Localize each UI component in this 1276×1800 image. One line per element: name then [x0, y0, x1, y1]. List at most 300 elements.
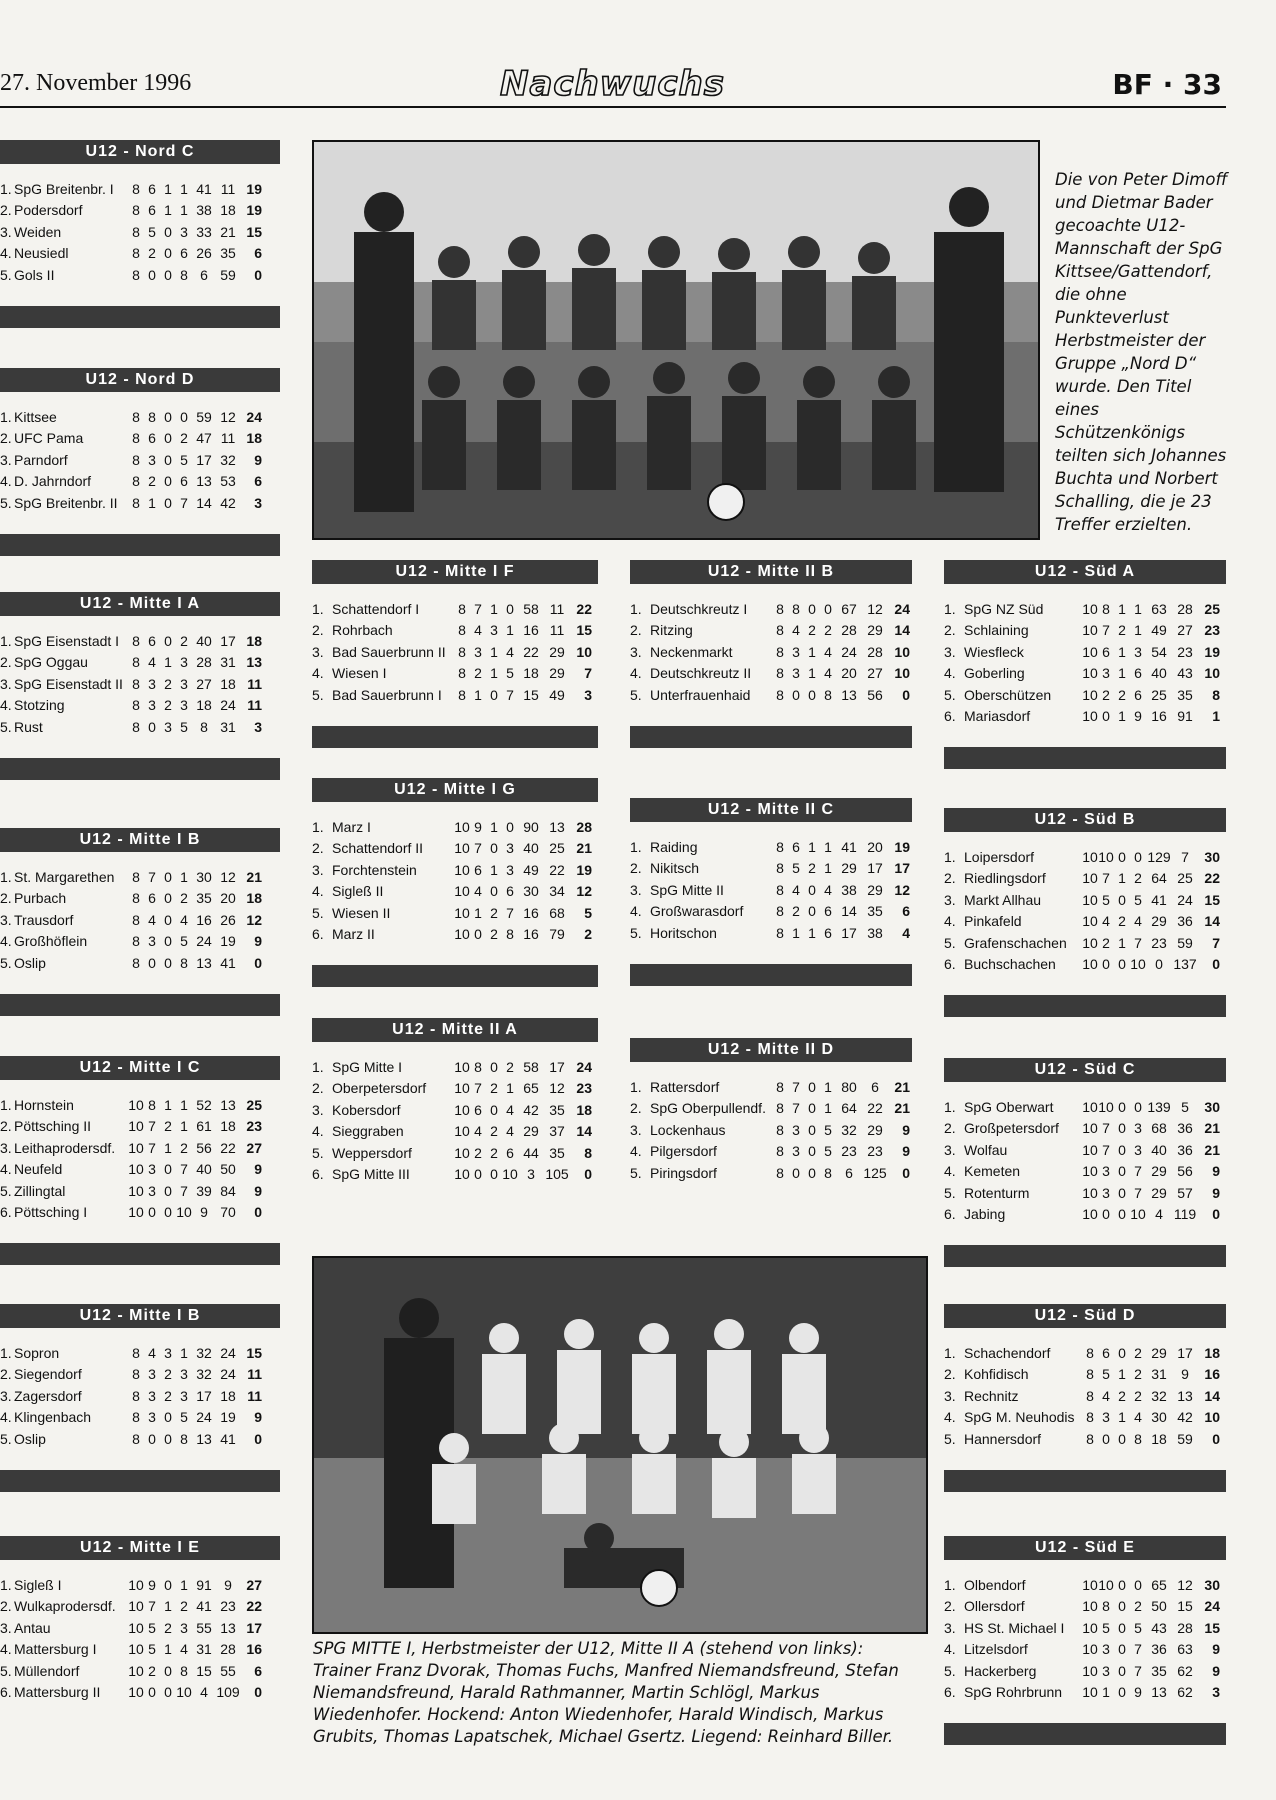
- stat-cell: 8: [776, 622, 784, 639]
- stat-cell: 38: [196, 202, 212, 219]
- points-cell: 21: [894, 1078, 910, 1095]
- standings-table: [0, 630, 264, 738]
- table-footer-bar: [0, 1243, 280, 1265]
- stat-cell: 7: [1181, 848, 1189, 865]
- rank-cell: 5.: [944, 686, 956, 703]
- stat-cell: 2: [180, 632, 188, 649]
- stat-cell: 0: [164, 245, 172, 262]
- stat-cell: 55: [220, 1662, 236, 1679]
- stat-cell: 29: [867, 1121, 883, 1138]
- stat-cell: 44: [523, 1144, 539, 1161]
- stat-cell: 16: [523, 622, 539, 639]
- stat-cell: 41: [841, 838, 857, 855]
- stat-cell: 29: [1151, 1344, 1167, 1361]
- stat-cell: 8: [458, 622, 466, 639]
- stat-cell: 30: [196, 868, 212, 885]
- points-cell: 12: [894, 881, 910, 898]
- header-rule: [0, 106, 1226, 108]
- rank-cell: 2.: [312, 1080, 324, 1097]
- standings-table: [312, 598, 594, 706]
- points-cell: 9: [254, 1161, 262, 1178]
- stat-cell: 0: [506, 818, 514, 835]
- stat-cell: 59: [196, 408, 212, 425]
- stat-cell: 0: [148, 1204, 156, 1221]
- points-cell: 15: [1204, 1619, 1220, 1636]
- points-cell: 0: [1212, 1430, 1220, 1447]
- table-row: [0, 428, 264, 450]
- stat-cell: 2: [490, 904, 498, 921]
- table-row: [0, 1660, 264, 1682]
- stat-cell: 1: [1102, 1684, 1110, 1701]
- stat-cell: 42: [523, 1101, 539, 1118]
- rank-cell: 5.: [630, 924, 642, 941]
- stat-cell: 61: [196, 1118, 212, 1135]
- stat-cell: 8: [1086, 1409, 1094, 1426]
- stat-cell: 34: [549, 883, 565, 900]
- stat-cell: 8: [776, 643, 784, 660]
- points-cell: 2: [584, 926, 592, 943]
- stat-cell: 0: [808, 1078, 816, 1095]
- stat-cell: 0: [164, 473, 172, 490]
- stat-cell: 80: [841, 1078, 857, 1095]
- rank-cell: 3.: [312, 861, 324, 878]
- stat-cell: 3: [148, 1409, 156, 1426]
- stat-cell: 1: [1118, 665, 1126, 682]
- stat-cell: 10: [128, 1139, 144, 1156]
- stat-cell: 47: [196, 430, 212, 447]
- stat-cell: 25: [1151, 686, 1167, 703]
- stat-cell: 30: [1151, 1409, 1167, 1426]
- stat-cell: 41: [196, 1598, 212, 1615]
- stat-cell: 5: [1134, 1619, 1142, 1636]
- stat-cell: 109: [216, 1684, 240, 1701]
- stat-cell: 10: [1082, 1598, 1098, 1615]
- points-cell: 10: [1204, 665, 1220, 682]
- table-footer-bar: [630, 964, 912, 986]
- stat-cell: 129: [1147, 848, 1171, 865]
- stat-cell: 4: [792, 622, 800, 639]
- rank-cell: 4.: [944, 1641, 956, 1658]
- rank-cell: 3.: [944, 1387, 956, 1404]
- stat-cell: 32: [841, 1121, 857, 1138]
- stat-cell: 12: [867, 600, 883, 617]
- stat-cell: 10: [1082, 1641, 1098, 1658]
- stat-cell: 8: [776, 903, 784, 920]
- stat-cell: 1: [824, 838, 832, 855]
- stat-cell: 24: [220, 1366, 236, 1383]
- stat-cell: 7: [1102, 1120, 1110, 1137]
- points-cell: 8: [1212, 686, 1220, 703]
- stat-cell: 31: [220, 654, 236, 671]
- stat-cell: 3: [180, 675, 188, 692]
- table-footer-bar: [944, 1470, 1226, 1492]
- table-row: [0, 1428, 264, 1450]
- stat-cell: 8: [458, 686, 466, 703]
- stat-cell: 10: [1082, 1206, 1098, 1223]
- stat-cell: 2: [490, 926, 498, 943]
- points-cell: 9: [254, 1182, 262, 1199]
- rank-cell: 3.: [0, 451, 12, 468]
- stat-cell: 35: [549, 1101, 565, 1118]
- rank-cell: 2.: [312, 622, 324, 639]
- team-cell: Schattendorf II: [332, 840, 424, 857]
- table-row: [0, 931, 264, 953]
- team-cell: Piringsdorf: [650, 1164, 717, 1181]
- stat-cell: 29: [867, 881, 883, 898]
- stat-cell: 29: [867, 622, 883, 639]
- stat-cell: 65: [523, 1080, 539, 1097]
- stat-cell: 36: [1177, 913, 1193, 930]
- stat-cell: 10: [1082, 1120, 1098, 1137]
- stat-cell: 13: [549, 818, 565, 835]
- standings-table: [944, 1342, 1222, 1450]
- league-table: [312, 778, 598, 987]
- team-cell: SpG M. Neuhodis: [964, 1409, 1075, 1426]
- stat-cell: 8: [792, 600, 800, 617]
- league-table: [0, 592, 280, 780]
- rank-cell: 2.: [0, 654, 12, 671]
- stat-cell: 2: [148, 473, 156, 490]
- stat-cell: 0: [164, 890, 172, 907]
- stat-cell: 10: [1082, 1098, 1098, 1115]
- rank-cell: 3.: [0, 1139, 12, 1156]
- stat-cell: 5: [180, 933, 188, 950]
- stat-cell: 7: [1134, 1163, 1142, 1180]
- stat-cell: 3: [180, 1619, 188, 1636]
- stat-cell: 8: [776, 924, 784, 941]
- league-table: [312, 560, 598, 748]
- team-cell: Antau: [14, 1619, 51, 1636]
- team-cell: Sigleß I: [14, 1576, 62, 1593]
- stat-cell: 11: [549, 600, 565, 617]
- stat-cell: 6: [845, 1164, 853, 1181]
- stat-cell: 2: [1134, 1344, 1142, 1361]
- team-cell: Wulkaprodersdf.: [14, 1598, 116, 1615]
- points-cell: 3: [1212, 1684, 1220, 1701]
- rank-cell: 2.: [0, 1366, 12, 1383]
- team-cell: Hornstein: [14, 1096, 74, 1113]
- stat-cell: 3: [148, 1366, 156, 1383]
- stat-cell: 3: [180, 654, 188, 671]
- stat-cell: 62: [1177, 1684, 1193, 1701]
- stat-cell: 8: [132, 494, 140, 511]
- rank-cell: 2.: [630, 860, 642, 877]
- stat-cell: 10: [128, 1161, 144, 1178]
- stat-cell: 10: [454, 1123, 470, 1140]
- rank-cell: 1.: [944, 1098, 956, 1115]
- points-cell: 6: [254, 473, 262, 490]
- stat-cell: 3: [506, 861, 514, 878]
- table-title: U12 - Mitte I F: [312, 560, 598, 584]
- stat-cell: 10: [1082, 643, 1098, 660]
- stat-cell: 2: [1134, 1387, 1142, 1404]
- stat-cell: 8: [1086, 1387, 1094, 1404]
- stat-cell: 0: [164, 494, 172, 511]
- stat-cell: 1: [180, 1118, 188, 1135]
- points-cell: 22: [1204, 870, 1220, 887]
- team-cell: Purbach: [14, 890, 67, 907]
- stat-cell: 0: [1118, 1576, 1126, 1593]
- rank-cell: 2.: [0, 1598, 12, 1615]
- rank-cell: 1.: [0, 1576, 12, 1593]
- stat-cell: 8: [132, 632, 140, 649]
- stat-cell: 0: [1118, 956, 1126, 973]
- stat-cell: 8: [180, 954, 188, 971]
- stat-cell: 2: [180, 890, 188, 907]
- stat-cell: 8: [132, 245, 140, 262]
- team-cell: SpG Eisenstadt II: [14, 675, 123, 692]
- table-row: [0, 1639, 264, 1661]
- stat-cell: 36: [1177, 1141, 1193, 1158]
- points-cell: 18: [576, 1101, 592, 1118]
- stat-cell: 33: [196, 223, 212, 240]
- team-cell: Klingenbach: [14, 1409, 92, 1426]
- rank-cell: 3.: [630, 643, 642, 660]
- stat-cell: 8: [776, 860, 784, 877]
- rank-cell: 4.: [944, 1409, 956, 1426]
- points-cell: 19: [246, 202, 262, 219]
- table-row: [944, 1364, 1222, 1386]
- stat-cell: 6: [148, 430, 156, 447]
- rank-cell: 4.: [0, 473, 12, 490]
- table-row: [630, 901, 912, 923]
- stat-cell: 24: [220, 697, 236, 714]
- table-row: [0, 909, 264, 931]
- stat-cell: 7: [180, 1182, 188, 1199]
- stat-cell: 42: [1177, 1409, 1193, 1426]
- team-cell: D. Jahrndorf: [14, 473, 92, 490]
- stat-cell: 8: [824, 1164, 832, 1181]
- stat-cell: 4: [148, 911, 156, 928]
- stat-cell: 70: [220, 1204, 236, 1221]
- stat-cell: 29: [549, 643, 565, 660]
- table-row: [312, 1121, 594, 1143]
- stat-cell: 1: [164, 1096, 172, 1113]
- rank-cell: 5.: [630, 1164, 642, 1181]
- stat-cell: 10: [1130, 1206, 1146, 1223]
- rank-cell: 6.: [944, 708, 956, 725]
- rank-cell: 5.: [944, 1430, 956, 1447]
- stat-cell: 10: [128, 1684, 144, 1701]
- stat-cell: 1: [506, 1080, 514, 1097]
- stat-cell: 0: [1102, 1206, 1110, 1223]
- stat-cell: 23: [1151, 934, 1167, 951]
- stat-cell: 8: [1086, 1430, 1094, 1447]
- stat-cell: 18: [1151, 1430, 1167, 1447]
- stat-cell: 2: [1134, 1366, 1142, 1383]
- rank-cell: 5.: [0, 954, 12, 971]
- stat-cell: 49: [549, 686, 565, 703]
- stat-cell: 4: [180, 911, 188, 928]
- table-row: [312, 1164, 594, 1186]
- stat-cell: 29: [1151, 1184, 1167, 1201]
- stat-cell: 8: [200, 718, 208, 735]
- stat-cell: 0: [164, 1576, 172, 1593]
- stat-cell: 10: [454, 1166, 470, 1183]
- stat-cell: 13: [1151, 1684, 1167, 1701]
- stat-cell: 1: [1118, 643, 1126, 660]
- standings-table: [944, 846, 1222, 975]
- stat-cell: 4: [1134, 1409, 1142, 1426]
- rank-cell: 1.: [944, 600, 956, 617]
- stat-cell: 6: [180, 473, 188, 490]
- table-row: [944, 1639, 1222, 1661]
- stat-cell: 8: [132, 718, 140, 735]
- stat-cell: 8: [132, 933, 140, 950]
- stat-cell: 8: [776, 1121, 784, 1138]
- stat-cell: 3: [490, 622, 498, 639]
- team-cell: Neusiedl: [14, 245, 69, 262]
- rank-cell: 5.: [312, 904, 324, 921]
- stat-cell: 1: [180, 1096, 188, 1113]
- table-row: [944, 889, 1222, 911]
- table-row: [0, 716, 264, 738]
- stat-cell: 10: [128, 1118, 144, 1135]
- stat-cell: 8: [1102, 1598, 1110, 1615]
- stat-cell: 1: [180, 868, 188, 885]
- stat-cell: 0: [1134, 848, 1142, 865]
- points-cell: 17: [246, 1619, 262, 1636]
- stat-cell: 40: [1151, 1141, 1167, 1158]
- standings-table: [944, 598, 1222, 727]
- points-cell: 19: [894, 838, 910, 855]
- stat-cell: 8: [506, 926, 514, 943]
- stat-cell: 55: [196, 1619, 212, 1636]
- stat-cell: 26: [220, 911, 236, 928]
- points-cell: 8: [584, 1144, 592, 1161]
- stat-cell: 3: [1102, 1163, 1110, 1180]
- table-row: [0, 1617, 264, 1639]
- stat-cell: 7: [1102, 622, 1110, 639]
- stat-cell: 2: [164, 697, 172, 714]
- stat-cell: 3: [1102, 1409, 1110, 1426]
- stat-cell: 10: [1082, 891, 1098, 908]
- stat-cell: 7: [506, 686, 514, 703]
- stat-cell: 0: [808, 1121, 816, 1138]
- team-cell: UFC Pama: [14, 430, 84, 447]
- points-cell: 21: [1204, 1120, 1220, 1137]
- points-cell: 30: [1204, 1098, 1220, 1115]
- stat-cell: 24: [196, 933, 212, 950]
- stat-cell: 4: [824, 665, 832, 682]
- table-row: [0, 1159, 264, 1181]
- table-row: [944, 1204, 1222, 1226]
- stat-cell: 0: [164, 911, 172, 928]
- date-line: 27. November 1996: [0, 70, 192, 96]
- stat-cell: 8: [1134, 1430, 1142, 1447]
- stat-cell: 68: [1151, 1120, 1167, 1137]
- stat-cell: 6: [1102, 643, 1110, 660]
- stat-cell: 28: [196, 654, 212, 671]
- section-title: Nachwuchs: [500, 64, 725, 104]
- stat-cell: 8: [148, 408, 156, 425]
- stat-cell: 0: [164, 954, 172, 971]
- table-row: [630, 922, 912, 944]
- table-row: [944, 1574, 1222, 1596]
- points-cell: 15: [1204, 891, 1220, 908]
- points-cell: 9: [1212, 1662, 1220, 1679]
- stat-cell: 0: [164, 430, 172, 447]
- stat-cell: 3: [1102, 1641, 1110, 1658]
- team-cell: Großhöflein: [14, 933, 88, 950]
- table-row: [630, 684, 912, 706]
- points-cell: 0: [902, 686, 910, 703]
- stat-cell: 50: [1151, 1598, 1167, 1615]
- stat-cell: 0: [1118, 1206, 1126, 1223]
- stat-cell: 39: [196, 1182, 212, 1199]
- team-cell: Neufeld: [14, 1161, 63, 1178]
- rank-cell: 4.: [312, 883, 324, 900]
- rank-cell: 6.: [312, 1166, 324, 1183]
- rank-cell: 6.: [944, 1206, 956, 1223]
- stat-cell: 8: [776, 600, 784, 617]
- stat-cell: 2: [792, 903, 800, 920]
- points-cell: 6: [254, 1662, 262, 1679]
- stat-cell: 125: [863, 1164, 887, 1181]
- table-row: [0, 1137, 264, 1159]
- points-cell: 21: [576, 840, 592, 857]
- points-cell: 12: [576, 883, 592, 900]
- rank-cell: 3.: [0, 223, 12, 240]
- table-row: [0, 952, 264, 974]
- team-cell: Wiesfleck: [964, 643, 1024, 660]
- table-footer-bar: [944, 995, 1226, 1017]
- stat-cell: 18: [523, 665, 539, 682]
- points-cell: 0: [254, 1430, 262, 1447]
- rank-cell: 2.: [0, 202, 12, 219]
- stat-cell: 0: [1134, 1576, 1142, 1593]
- stat-cell: 1: [164, 180, 172, 197]
- points-cell: 16: [1204, 1366, 1220, 1383]
- stat-cell: 3: [148, 933, 156, 950]
- league-table: [0, 1536, 280, 1703]
- stat-cell: 1: [1134, 622, 1142, 639]
- stat-cell: 8: [132, 868, 140, 885]
- team-cell: Weiden: [14, 223, 62, 240]
- table-row: [0, 630, 264, 652]
- stat-cell: 4: [506, 643, 514, 660]
- league-table: [944, 1536, 1226, 1745]
- stat-cell: 3: [148, 697, 156, 714]
- table-row: [0, 1364, 264, 1386]
- stat-cell: 4: [1155, 1206, 1163, 1223]
- stat-cell: 5: [148, 223, 156, 240]
- rank-cell: 4.: [0, 1641, 12, 1658]
- rank-cell: 4.: [944, 913, 956, 930]
- team-cell: Zillingtal: [14, 1182, 66, 1199]
- table-row: [944, 932, 1222, 954]
- stat-cell: 2: [164, 1366, 172, 1383]
- table-row: [0, 673, 264, 695]
- stat-cell: 22: [867, 1100, 883, 1117]
- stat-cell: 8: [132, 223, 140, 240]
- rank-cell: 5.: [312, 1144, 324, 1161]
- table-row: [312, 838, 594, 860]
- stat-cell: 10: [454, 818, 470, 835]
- standings-table: [0, 178, 264, 286]
- table-row: [630, 1162, 912, 1184]
- rank-cell: 1.: [0, 408, 12, 425]
- points-cell: 5: [584, 904, 592, 921]
- table-title: U12 - Süd D: [944, 1304, 1226, 1328]
- stat-cell: 4: [180, 1641, 188, 1658]
- photo-caption-kittsee: Die von Peter Dimoff und Dietmar Bader gecoachte U12-Mannschaft der SpG Kittsee/Gattendorf, die ohne Punkteverlust Herbstmeister der Gruppe „Nord D“ wurde. Den Titel eines Schützenkönigs teilten sich Johannes Buchta und Norbert Schalling, die je 23 Treffer erzielten.: [1055, 170, 1228, 534]
- points-cell: 17: [894, 860, 910, 877]
- table-row: [0, 221, 264, 243]
- stat-cell: 0: [1118, 1184, 1126, 1201]
- stat-cell: 2: [1134, 1598, 1142, 1615]
- table-row: [944, 663, 1222, 685]
